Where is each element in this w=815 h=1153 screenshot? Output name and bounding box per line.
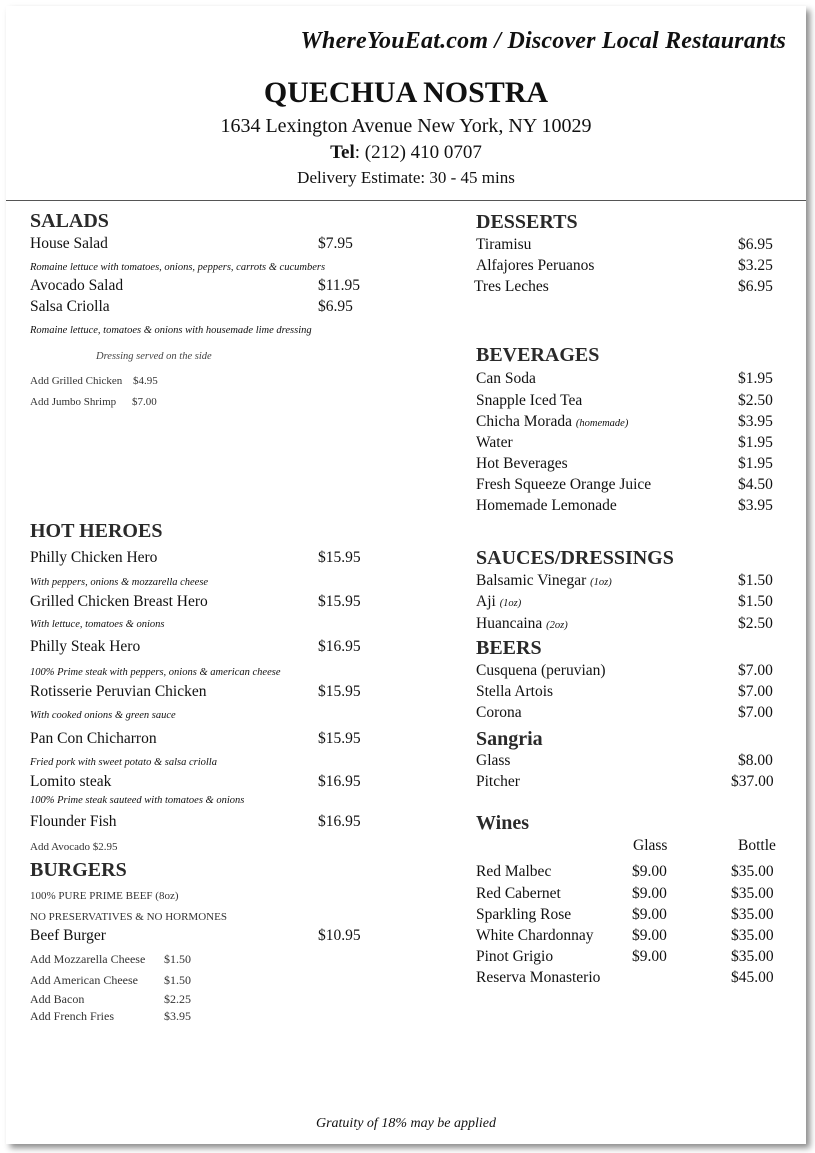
menu-item-price: $15.95 <box>318 730 361 747</box>
section-title-hot-heroes: HOT HEROES <box>30 520 163 542</box>
addon-price: $7.00 <box>132 396 157 408</box>
menu-item-price: $6.95 <box>738 278 773 295</box>
section-title-burgers: BURGERS <box>30 859 127 881</box>
menu-item-name: Tres Leches <box>474 278 549 295</box>
menu-item-name: Can Soda <box>476 370 536 387</box>
burger-note: NO PRESERVATIVES & NO HORMONES <box>30 911 227 923</box>
burger-note: 100% PURE PRIME BEEF (8oz) <box>30 890 179 902</box>
addon-price: $1.50 <box>164 952 191 966</box>
addon-price: $4.95 <box>133 375 158 387</box>
wine-glass-price: $9.00 <box>632 948 667 965</box>
menu-item-name: Tiramisu <box>476 236 532 253</box>
addon-name: Add French Fries <box>30 1009 114 1023</box>
menu-item-description: With peppers, onions & mozzarella cheese <box>30 577 209 588</box>
gratuity-note: Gratuity of 18% may be applied <box>315 1116 497 1131</box>
menu-item-name: Stella Artois <box>476 683 554 700</box>
section-title-beverages: BEVERAGES <box>476 344 600 366</box>
menu-item-price: $6.95 <box>318 298 353 315</box>
menu-item-name: Beef Burger <box>30 927 106 944</box>
menu-item-name: Alfajores Peruanos <box>476 257 595 274</box>
delivery-estimate: Delivery Estimate: 30 - 45 mins <box>297 168 515 187</box>
menu-item-description: 100% Prime steak sauteed with tomatoes & onions <box>30 795 245 806</box>
menu-item-name: Rotisserie Peruvian Chicken <box>30 683 207 700</box>
addon-name: Add Bacon <box>30 992 85 1006</box>
addon-price: $2.25 <box>164 992 191 1006</box>
menu-item-description: Fried pork with sweet potato & salsa criolla <box>30 757 217 768</box>
menu-item-price: $15.95 <box>318 549 361 566</box>
site-banner[interactable]: WhereYouEat.com / Discover Local Restaurants <box>300 28 786 54</box>
section-title-wines: Wines <box>476 812 529 834</box>
menu-item-name: Lomito steak <box>30 773 112 790</box>
menu-item-price: $4.50 <box>738 476 773 493</box>
menu-item-price: $2.50 <box>738 392 773 409</box>
menu-item-description: With lettuce, tomatoes & onions <box>30 619 165 630</box>
addon-name: Add Jumbo Shrimp <box>30 396 117 408</box>
menu-item-name: Grilled Chicken Breast Hero <box>30 593 208 610</box>
wine-glass-price: $9.00 <box>632 927 667 944</box>
wine-bottle-price: $45.00 <box>731 969 774 986</box>
menu-item-price: $1.95 <box>738 434 773 451</box>
menu-item-price: $6.95 <box>738 236 773 253</box>
section-title-beers: BEERS <box>476 637 542 659</box>
addon-price: $1.50 <box>164 973 191 987</box>
addon-name: Add Mozzarella Cheese <box>30 952 146 966</box>
tel-value: : (212) 410 0707 <box>354 142 482 163</box>
menu-item-name <box>476 572 612 590</box>
menu-item-price: $8.00 <box>738 752 773 769</box>
menu-item-price: $16.95 <box>318 773 361 790</box>
wine-glass-header: Glass <box>633 837 668 854</box>
menu-item-name <box>476 593 521 611</box>
wine-bottle-price: $35.00 <box>731 906 774 923</box>
menu-item-name: Homemade Lemonade <box>476 497 617 514</box>
menu-item-name: Hot Beverages <box>476 455 568 472</box>
menu-item-price: $3.95 <box>738 497 773 514</box>
item-note: (2oz) <box>546 620 568 631</box>
wine-bottle-price: $35.00 <box>731 927 774 944</box>
wine-bottle-price: $35.00 <box>731 863 774 880</box>
menu-item-price: $11.95 <box>318 277 361 294</box>
addon-name: Add Grilled Chicken <box>30 375 123 387</box>
menu-item-price: $3.25 <box>738 257 773 274</box>
menu-item-name: Reserva Monasterio <box>476 969 601 986</box>
addon-name: Add American Cheese <box>30 973 138 987</box>
menu-item-price: $37.00 <box>731 773 774 790</box>
menu-item-price: $15.95 <box>318 593 361 610</box>
menu-item-price: $1.50 <box>738 593 773 610</box>
menu-item-name: House Salad <box>30 235 108 252</box>
menu-item-price: $1.50 <box>738 572 773 589</box>
menu-item-price: $10.95 <box>318 927 361 944</box>
menu-item-description: 100% Prime steak with peppers, onions & american cheese <box>30 667 281 678</box>
section-title-salads: SALADS <box>30 210 109 232</box>
item-label: Huancaina <box>476 615 543 632</box>
menu-item-description: With cooked onions & green sauce <box>30 710 176 721</box>
restaurant-address: 1634 Lexington Avenue New York, NY 10029 <box>220 115 592 137</box>
section-title-sangria: Sangria <box>476 728 543 750</box>
menu-item-name: Avocado Salad <box>30 277 124 294</box>
menu-item-name: Pitcher <box>476 773 520 790</box>
menu-item-name: Water <box>476 434 513 451</box>
menu-item-price: $2.50 <box>738 615 773 632</box>
wine-glass-price: $9.00 <box>632 906 667 923</box>
item-label: Balsamic Vinegar <box>476 572 587 589</box>
menu-item-name: Red Malbec <box>476 863 552 880</box>
menu-item-name: Cusquena (peruvian) <box>476 662 606 679</box>
menu-item-name: Red Cabernet <box>476 885 561 902</box>
section-title-sauces: SAUCES/DRESSINGS <box>476 547 674 569</box>
tel-label: Tel <box>330 142 355 163</box>
menu-item-name: Philly Chicken Hero <box>30 549 158 566</box>
item-label: Chicha Morada <box>476 413 572 430</box>
menu-item-description: Romaine lettuce with tomatoes, onions, peppers, carrots & cucumbers <box>30 262 326 273</box>
section-title-desserts: DESSERTS <box>476 211 578 233</box>
addon-avocado: Add Avocado $2.95 <box>30 841 118 853</box>
wine-bottle-header: Bottle <box>738 837 776 854</box>
header-divider <box>6 200 806 201</box>
item-note: (1oz) <box>590 577 612 588</box>
menu-item-name: Pan Con Chicharron <box>30 730 157 747</box>
menu-item-name: Flounder Fish <box>30 813 117 830</box>
menu-item-name: Corona <box>476 704 522 721</box>
menu-item-name: Salsa Criolla <box>30 298 110 315</box>
menu-item-price: $15.95 <box>318 683 361 700</box>
menu-item-name <box>476 615 568 633</box>
wine-bottle-price: $35.00 <box>731 885 774 902</box>
menu-item-name: Fresh Squeeze Orange Juice <box>476 476 652 493</box>
menu-item-name: Glass <box>476 752 511 769</box>
menu-item-name: Snapple Iced Tea <box>476 392 583 409</box>
menu-item-name <box>476 413 628 431</box>
menu-item-name: Philly Steak Hero <box>30 638 141 655</box>
menu-item-name: Sparkling Rose <box>476 906 572 923</box>
menu-item-name: Pinot Grigio <box>476 948 554 965</box>
menu-item-price: $1.95 <box>738 370 773 387</box>
dressing-note: Dressing served on the side <box>96 351 212 362</box>
item-note: (homemade) <box>575 418 629 429</box>
menu-item-price: $7.00 <box>738 683 773 700</box>
menu-item-name: White Chardonnay <box>476 927 594 944</box>
wine-bottle-price: $35.00 <box>731 948 774 965</box>
menu-item-price: $7.00 <box>738 704 773 721</box>
menu-item-description: Romaine lettuce, tomatoes & onions with housemade lime dressing <box>30 325 312 336</box>
menu-item-price: $7.00 <box>738 662 773 679</box>
menu-item-price: $16.95 <box>318 813 361 830</box>
menu-item-price: $16.95 <box>318 638 361 655</box>
menu-item-price: $1.95 <box>738 455 773 472</box>
item-note: (1oz) <box>499 598 522 609</box>
restaurant-phone <box>6 142 806 164</box>
wine-glass-price: $9.00 <box>632 885 667 902</box>
addon-price: $3.95 <box>164 1009 191 1023</box>
wine-glass-price: $9.00 <box>632 863 667 880</box>
menu-item-price: $7.95 <box>318 235 353 252</box>
item-label: Aji <box>476 593 496 610</box>
menu-item-price: $3.95 <box>738 413 773 430</box>
restaurant-name: QUECHUA NOSTRA <box>263 76 549 109</box>
menu-page <box>6 6 806 1144</box>
